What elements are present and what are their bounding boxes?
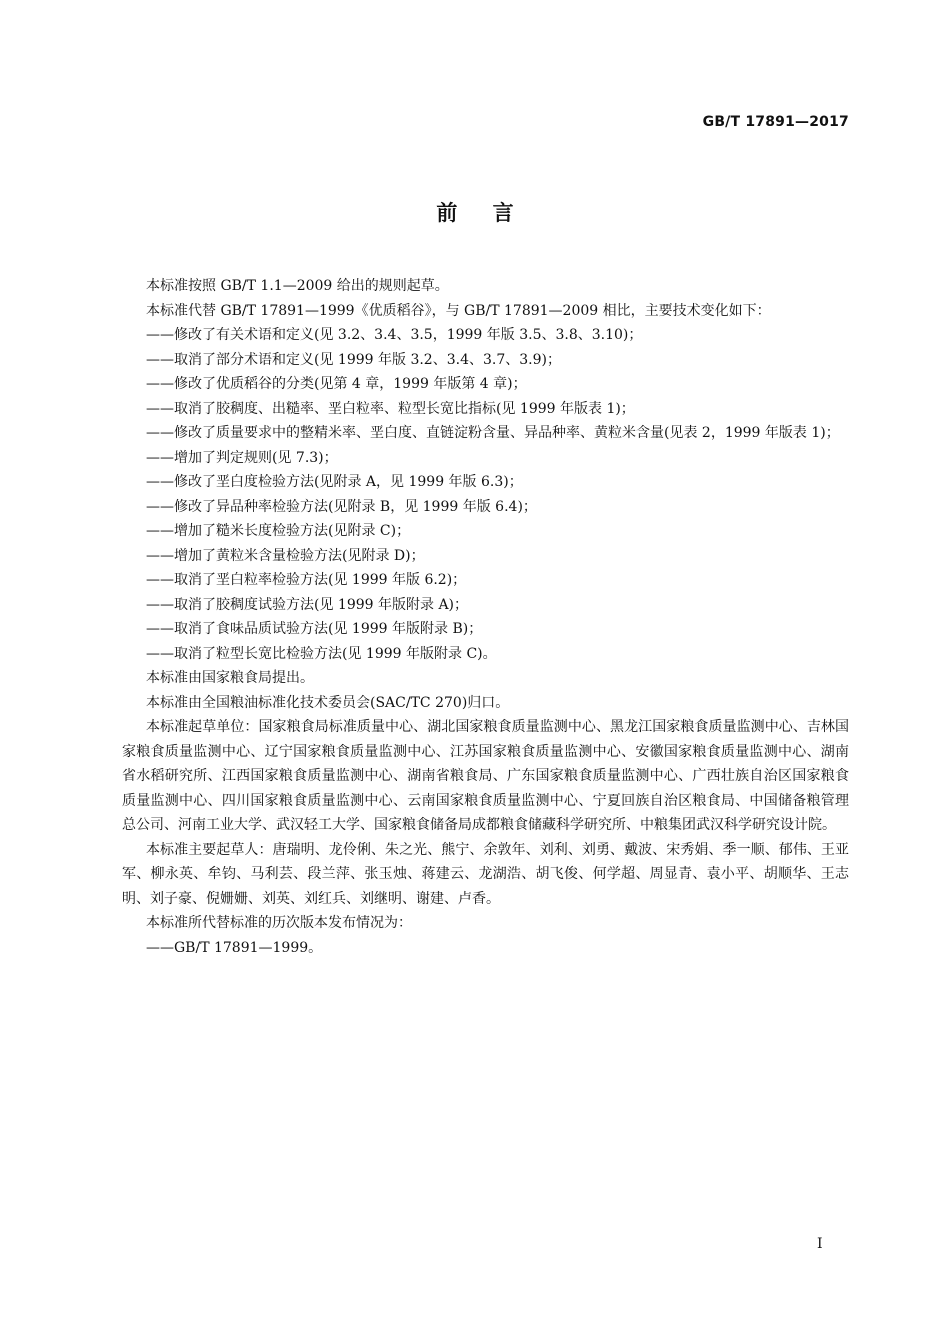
drafting-units-paragraph: 本标准起草单位：国家粮食局标准质量中心、湖北国家粮食质量监测中心、黑龙江国家粮食质量监测中心、吉林国家粮食质量监测中心、辽宁国家粮食质量监测中心、江苏国家粮食质量监测中心、安徽国家粮食质量监测中心、湖南省水稻研究所、江西国家粮食质量监测中心、湖南省粮食局、广东国家粮食质量监测中心、广西壮族自治区国家粮食质量监测中心、四川国家粮食质量监测中心、云南国家粮食质量监测中心、宁夏回族自治区粮食局、中国储备粮管理总公司、河南工业大学、武汉轻工大学、国家粮食储备局成都粮食储藏科学研究所、中粮集团武汉科学研究设计院。 (122, 719, 849, 833)
change-item: ——增加了糙米长度检验方法(见附录 C)； (146, 523, 411, 539)
change-item: ——取消了粒型长宽比检验方法(见 1999 年版附录 C)。 (146, 645, 497, 662)
committee-paragraph: 本标准由全国粮油标准化技术委员会(SAC/TC 270)归口。 (146, 694, 510, 711)
drafters-paragraph: 本标准主要起草人：唐瑞明、龙伶俐、朱之光、熊宁、余敦年、刘利、刘勇、戴波、宋秀娟、季一顺、郁伟、王亚军、柳永英、牟钧、马利芸、段兰萍、张玉烛、蒋建云、龙湖浩、胡飞俊、何学超、周显青、袁小平、胡顺华、王志明、刘子豪、倪姗姗、刘英、刘红兵、刘继明、谢建、卢香。 (122, 841, 849, 907)
change-item: ——修改了垩白度检验方法(见附录 A，见 1999 年版 6.3)； (146, 474, 523, 490)
change-item: ——修改了质量要求中的整精米率、垩白度、直链淀粉含量、异品种率、黄粒米含量(见表 2，1999 年版表 1)； (146, 425, 840, 441)
change-item: ——修改了优质稻谷的分类(见第 4 章，1999 年版第 4 章)； (146, 376, 527, 392)
proposer-paragraph: 本标准由国家粮食局提出。 (146, 670, 314, 686)
change-item: ——修改了有关术语和定义(见 3.2、3.4、3.5，1999 年版 3.5、3.8、3.10)； (146, 327, 643, 343)
change-item: ——取消了部分术语和定义(见 1999 年版 3.2、3.4、3.7、3.9)； (146, 351, 561, 368)
change-item: ——修改了异品种率检验方法(见附录 B，见 1999 年版 6.4)； (146, 498, 537, 515)
page-title: 前 言 (436, 201, 514, 225)
history-item: ——GB/T 17891—1999。 (146, 939, 323, 956)
standard-number: GB/T 17891—2017 (702, 114, 849, 130)
change-item: ——取消了垩白粒率检验方法(见 1999 年版 6.2)； (146, 572, 467, 588)
change-item: ——增加了黄粒米含量检验方法(见附录 D)； (146, 547, 425, 564)
history-paragraph: 本标准所代替标准的历次版本发布情况为： (146, 915, 412, 931)
change-item: ——增加了判定规则(见 7.3)； (146, 449, 338, 466)
replacement-paragraph: 本标准代替 GB/T 17891—1999《优质稻谷》，与 GB/T 17891—2009 相比，主要技术变化如下： (146, 302, 771, 319)
change-item: ——取消了胶稠度、出糙率、垩白粒率、粒型长宽比指标(见 1999 年版表 1)； (146, 400, 635, 417)
foreword-body (122, 274, 849, 960)
drafting-rules-paragraph: 本标准按照 GB/T 1.1—2009 给出的规则起草。 (146, 278, 449, 294)
change-item: ——取消了胶稠度试验方法(见 1999 年版附录 A)； (146, 596, 469, 613)
page-number: I (817, 1236, 823, 1252)
change-item: ——取消了食味品质试验方法(见 1999 年版附录 B)； (146, 621, 483, 637)
